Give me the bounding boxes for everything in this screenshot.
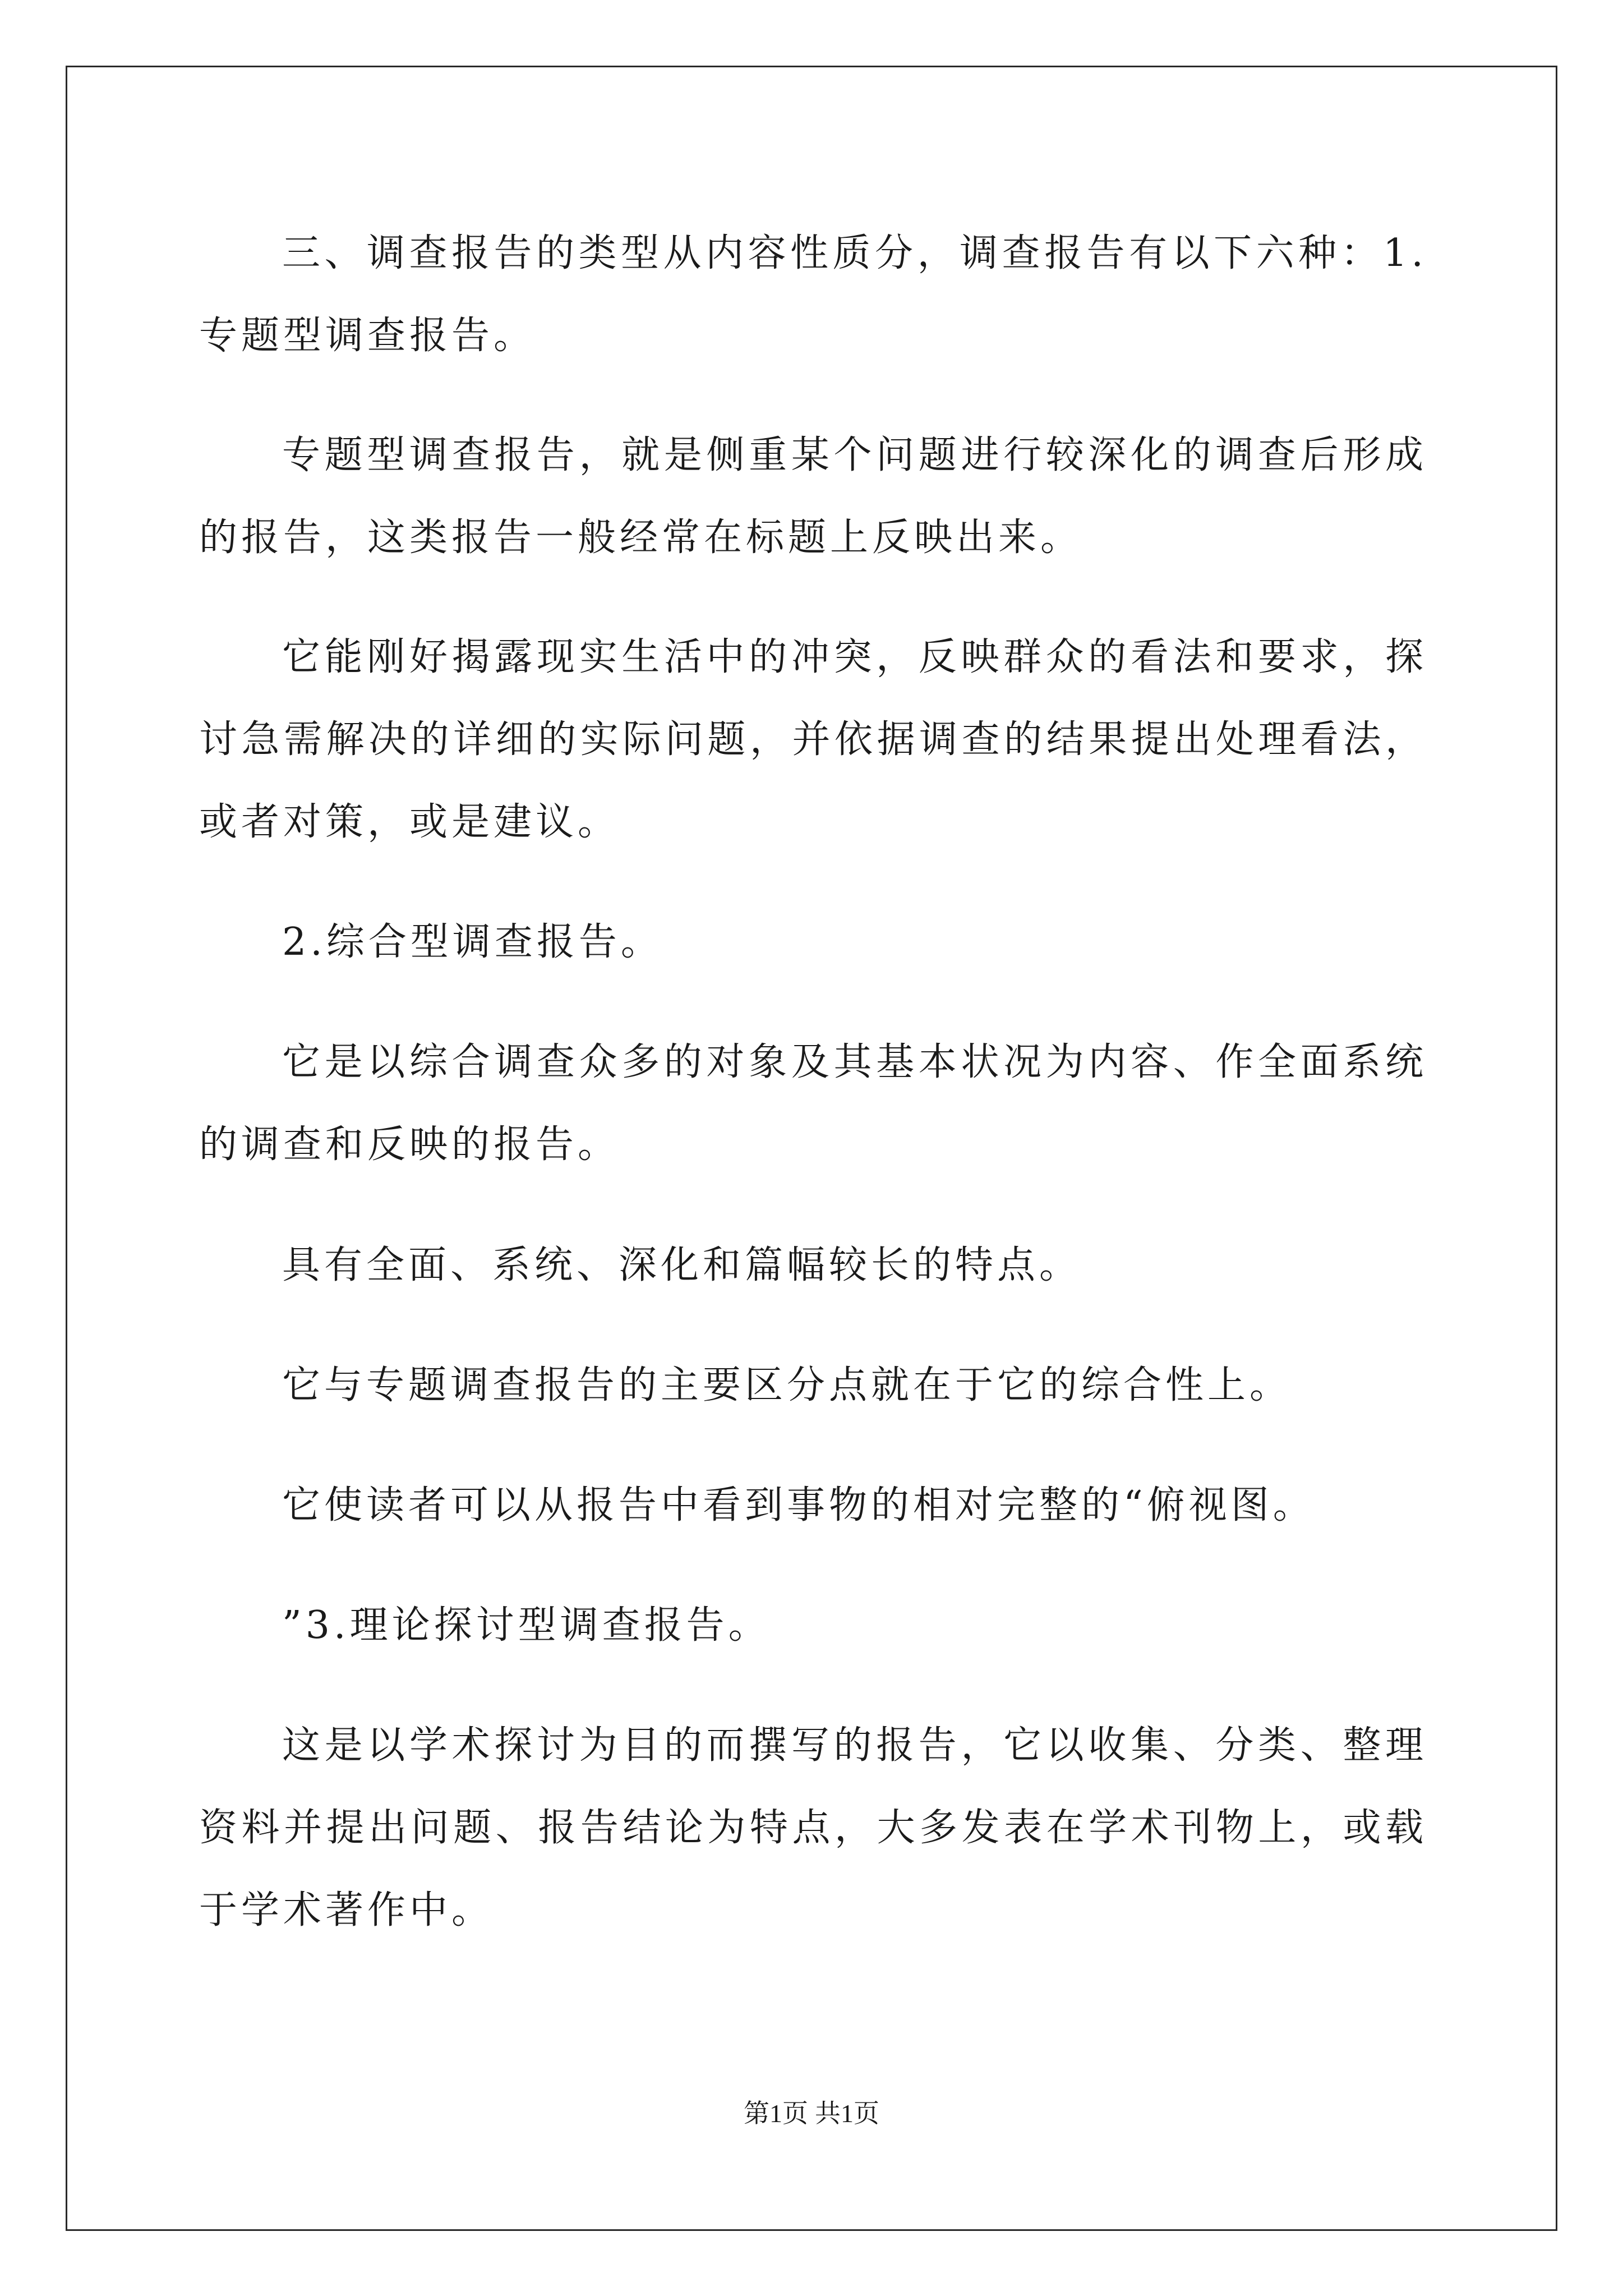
paragraph: 它能刚好揭露现实生活中的冲突，反映群众的看法和要求，探讨急需解决的详细的实际问题，并依据调查的结果提出处理看法，或者对策，或是建议。 (199, 635, 1427, 844)
paragraph: 这是以学术探讨为目的而撰写的报告，它以收集、分类、整理资料并提出问题、报告结论为特点，大多发表在学术刊物上，或载于学术著作中。 (199, 1723, 1427, 1932)
page-number: 第1页 (744, 2099, 808, 2128)
paragraph: 专题型调查报告，就是侧重某个问题进行较深化的调查后形成的报告，这类报告一般经常在标题上反映出来。 (199, 433, 1427, 560)
paragraph: 它使读者可以从报告中看到事物的相对完整的“俯视图。 (282, 1483, 1315, 1527)
paragraph: 它与专题调查报告的主要区分点就在于它的综合性上。 (282, 1363, 1292, 1407)
paragraph: 2.综合型调查报告。 (282, 920, 663, 964)
paragraph: 它是以综合调查众多的对象及其基本状况为内容、作全面系统的调查和反映的报告。 (199, 1040, 1427, 1167)
document-body (199, 0, 1427, 2076)
page-count: 共1页 (815, 2099, 879, 2128)
paragraph: 具有全面、系统、深化和篇幅较长的特点。 (282, 1243, 1082, 1287)
paragraph: ”3.理论探讨型调查报告。 (282, 1603, 771, 1648)
page-footer (0, 2097, 1623, 2131)
paragraph: 三、调查报告的类型从内容性质分，调查报告有以下六种：1.专题型调查报告。 (199, 231, 1427, 358)
